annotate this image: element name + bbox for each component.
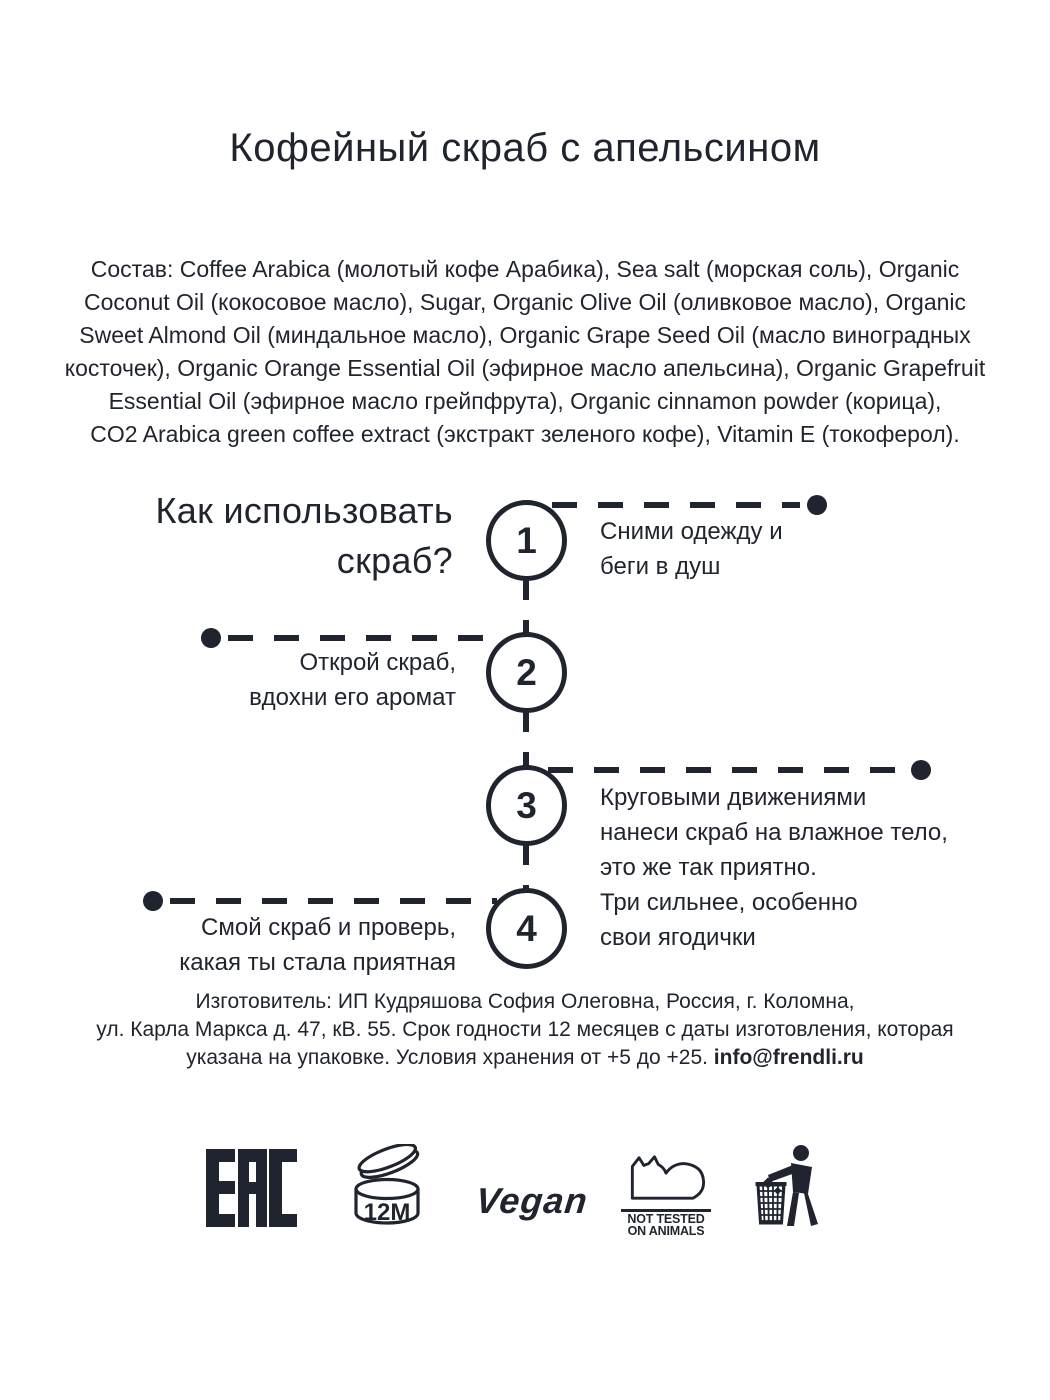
- step1-line: Сними одежду и: [600, 518, 783, 545]
- contact-email: info@frendli.ru: [713, 1046, 864, 1069]
- period-after-opening-icon: [344, 1144, 430, 1228]
- manufacturer-line: [0, 1044, 1050, 1072]
- ingredients-line: Состав: Coffee Arabica (молотый кофе Арабика), Sea salt (морская соль), Organic: [90, 256, 960, 282]
- step2-line: вдохни его аромат: [249, 684, 456, 711]
- manufacturer-line: Изготовитель: ИП Кудряшова София Олеговна, Россия, г. Коломна,: [195, 990, 855, 1013]
- step2-text: [249, 645, 456, 715]
- step4-line: Смой скраб и проверь,: [201, 914, 456, 941]
- manufacturer-line: ул. Карла Маркса д. 47, кВ. 55. Срок годности 12 месяцев с даты изготовления, которая: [96, 1018, 954, 1041]
- ingredients-line: CO2 Arabica green coffee extract (экстракт зеленого кофе), Vitamin E (токоферол).: [90, 421, 960, 447]
- step2-end-dot: [201, 628, 221, 648]
- tidyman-disposal-icon: [750, 1144, 820, 1228]
- step3-line: Круговыми движениями: [600, 784, 867, 811]
- step1-text: [600, 514, 783, 584]
- step1-line: беги в душ: [600, 553, 721, 580]
- cat-icon: [621, 1152, 711, 1202]
- step3-line: Три сильнее, особенно: [600, 889, 858, 916]
- not-tested-text-line1: NOT TESTED: [627, 1212, 705, 1226]
- step3-text: [600, 780, 948, 955]
- eac-mark-icon: [206, 1149, 297, 1227]
- step4-number-badge: [486, 888, 567, 969]
- step2-number-badge: [486, 632, 567, 713]
- step1-end-dot: [807, 495, 827, 515]
- step3-line: это же так приятно.: [600, 854, 817, 881]
- storage-conditions-text: указана на упаковке. Условия хранения от +5 до +25.: [186, 1046, 714, 1069]
- step3-line: нанеси скраб на влажное тело,: [600, 819, 948, 846]
- step2-number: 2: [516, 651, 537, 693]
- step3-number: 3: [516, 784, 537, 826]
- step4-number: 4: [516, 907, 537, 949]
- howto-heading-line2: скраб?: [336, 540, 453, 581]
- step4-end-dot: [143, 891, 163, 911]
- period-after-opening-value: 12M: [363, 1199, 411, 1226]
- ingredients-line: Coconut Oil (кокосовое масло), Sugar, Organic Olive Oil (оливковое масло), Organic: [83, 289, 967, 315]
- step4-text: [179, 910, 456, 980]
- page-title: Кофейный скраб с апельсином: [229, 126, 821, 170]
- step3-line: свои ягодички: [600, 924, 756, 951]
- howto-heading: [156, 486, 453, 586]
- manufacturer-info: [0, 988, 1050, 1072]
- not-tested-text-line2: ON ANIMALS: [627, 1223, 705, 1238]
- step1-number: 1: [516, 519, 537, 561]
- step3-end-dot: [911, 760, 931, 780]
- step3-number-badge: [486, 765, 567, 846]
- howto-heading-line1: Как использовать: [155, 490, 453, 531]
- step4-line: какая ты стала приятная: [179, 949, 456, 976]
- ingredients-line: Sweet Almond Oil (миндальное масло), Organic Grape Seed Oil (масло виноградных: [79, 322, 971, 348]
- step2-line: Открой скраб,: [299, 649, 456, 676]
- vegan-label: Vegan: [473, 1180, 590, 1221]
- ingredients-line: косточек), Organic Orange Essential Oil (эфирное масло апельсина), Organic Grapefruit: [64, 355, 986, 381]
- not-tested-on-animals-badge: [621, 1152, 711, 1237]
- step1-number-badge: [486, 500, 567, 581]
- ingredients-line: Essential Oil (эфирное масло грейпфрута), Organic cinnamon powder (корица),: [108, 388, 942, 414]
